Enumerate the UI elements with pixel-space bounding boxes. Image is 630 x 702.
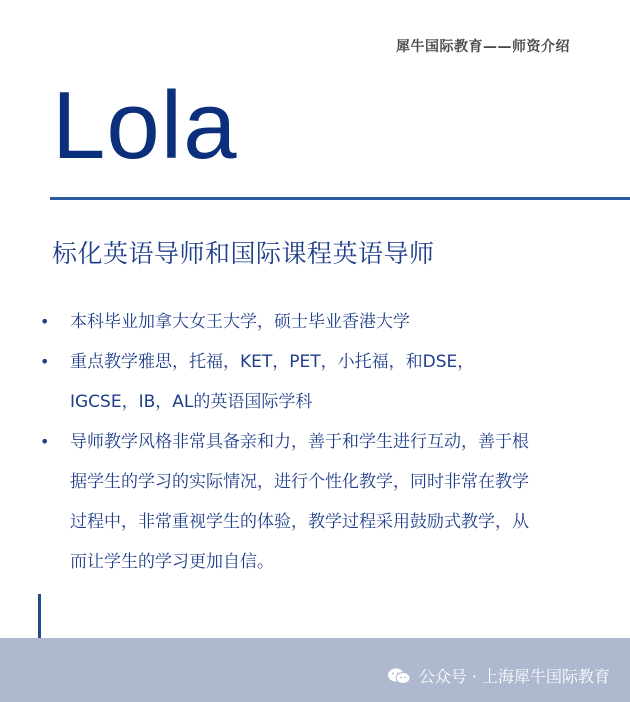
bullet-line: IGCSE，IB，AL的英语国际学科 <box>70 392 313 412</box>
bullet-line: 本科毕业加拿大女王大学，硕士毕业香港大学 <box>70 312 410 332</box>
bullet-line: 过程中，非常重视学生的体验，教学过程采用鼓励式教学，从 <box>70 512 529 532</box>
bullet-line: 据学生的学习的实际情况，进行个性化教学，同时非常在教学 <box>70 472 529 492</box>
footer-text: 公众号 · 上海犀牛国际教育 <box>418 667 610 686</box>
bullet-icon: • <box>40 352 50 371</box>
teacher-name: Lola <box>52 72 238 179</box>
bullet-list <box>40 302 600 582</box>
divider <box>50 197 630 200</box>
header-title: 犀牛国际教育——师资介绍 <box>396 39 570 55</box>
teacher-subtitle: 标化英语导师和国际课程英语导师 <box>52 239 435 268</box>
bullet-line: 重点教学雅思，托福，KET，PET，小托福，和DSE， <box>70 352 475 372</box>
wechat-icon <box>387 667 411 685</box>
bullet-item <box>40 422 600 582</box>
bullet-icon: • <box>40 312 50 331</box>
bullet-icon: • <box>40 432 50 451</box>
bullet-line: 而让学生的学习更加自信。 <box>70 552 274 572</box>
footer-credit <box>387 664 610 687</box>
bullet-item <box>40 342 600 422</box>
bullet-item <box>40 302 600 342</box>
bullet-line: 导师教学风格非常具备亲和力，善于和学生进行互动，善于根 <box>70 432 529 452</box>
